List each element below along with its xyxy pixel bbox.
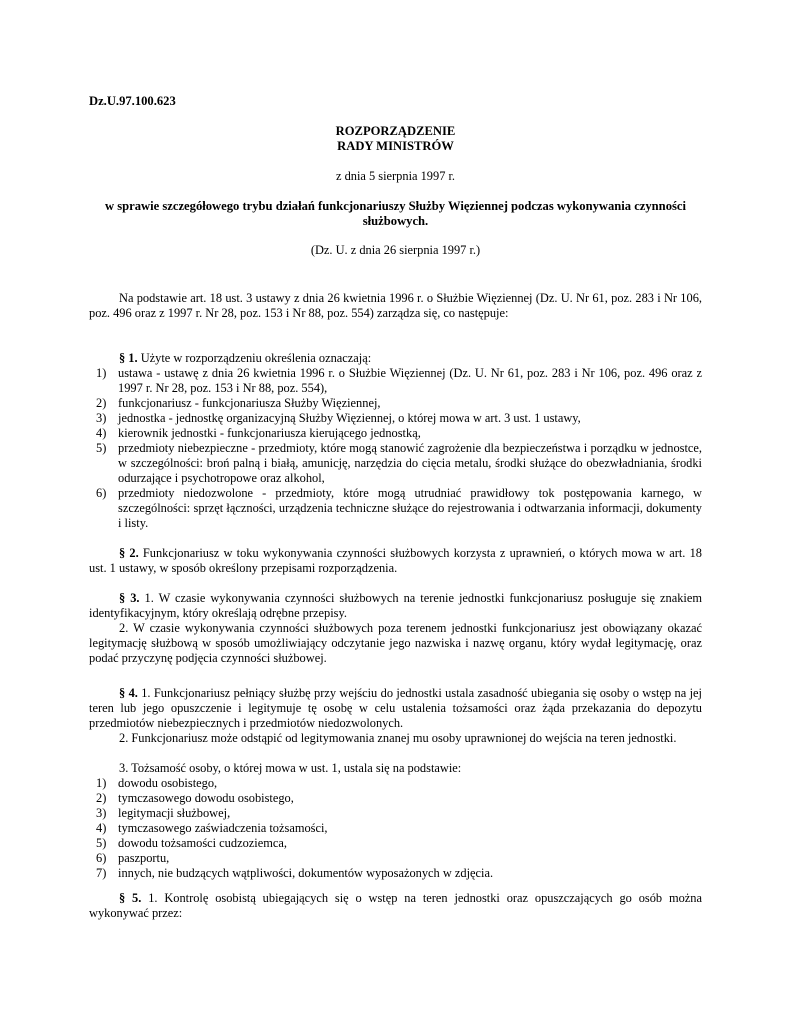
document-id: Dz.U.97.100.623: [89, 94, 176, 108]
list-item-text: jednostka - jednostkę organizacyjną Służby Więziennej, o której mowa w art. 3 ust. 1 ustawy,: [118, 411, 581, 425]
list-item: [89, 441, 702, 486]
list-item-text: ustawa - ustawę z dnia 26 kwietnia 1996 r. o Służbie Więziennej (Dz. U. Nr 61, poz. 283 i Nr 106, poz. 496 oraz z 1997 r. Nr 28, poz. 153 i Nr 88, poz. 554),: [118, 366, 702, 395]
list-item-number: 1): [96, 776, 107, 790]
list-item-text: przedmioty niebezpieczne - przedmioty, które mogą stanowić zagrożenie dla bezpieczeństwa i porządku w jednostce, w szczególności: broń palną i białą, amunicję, narzędzia do cięcia metalu, środki służące do obezwładniania, środki odurzające i psychotropowe oraz alkohol,: [118, 441, 702, 485]
section-5-mark: § 5.: [119, 891, 142, 905]
list-item-text: przedmioty niedozwolone - przedmioty, które mogą utrudniać prawidłowy tok postępowania karnego, w szczególności: sprzęt łączności, urządzenia techniczne służące do rejestrowania i odtwarzania informacji, dokumenty i listy.: [118, 486, 702, 530]
section-5-paragraph-1: [89, 891, 702, 921]
section-3-paragraph-1: [89, 591, 702, 621]
list-item-text: paszportu,: [118, 851, 170, 865]
list-item-text: kierownik jednostki - funkcjonariusza kierującego jednostką,: [118, 426, 421, 440]
list-item-number: 6): [96, 851, 107, 865]
publication-note: (Dz. U. z dnia 26 sierpnia 1997 r.): [310, 243, 481, 257]
list-item: [89, 806, 702, 821]
list-item: [89, 821, 702, 836]
list-item: [89, 866, 702, 881]
document-subject: w sprawie szczegółowego trybu działań funkcjonariuszy Służby Więziennej podczas wykonywania czynności służbowych.: [105, 199, 686, 228]
list-item-text: funkcjonariusz - funkcjonariusza Służby Więziennej,: [118, 396, 381, 410]
section-4-p1-text: 1. Funkcjonariusz pełniący służbę przy wejściu do jednostki ustala zasadność ubiegania się osoby o wstęp na jej teren lub jego opuszczenie i legitymuje tę osobę w celu ustalenia tożsamości oraz żąda przekazania do depozytu przedmiotów niebezpiecznych i przedmiotów niedozwolonych.: [89, 686, 702, 730]
list-item-text: tymczasowego zaświadczenia tożsamości,: [118, 821, 328, 835]
list-item-number: 5): [96, 441, 107, 455]
list-item-number: 3): [96, 806, 107, 820]
list-item-text: tymczasowego dowodu osobistego,: [118, 791, 294, 805]
list-item-number: 2): [96, 791, 107, 805]
list-item: [89, 486, 702, 531]
list-item: [89, 366, 702, 396]
list-item-number: 4): [96, 426, 107, 440]
list-item-number: 6): [96, 486, 107, 500]
list-item-number: 2): [96, 396, 107, 410]
list-item: [89, 791, 702, 806]
section-1-definitions: [89, 366, 702, 531]
list-item-number: 7): [96, 866, 107, 880]
list-item-number: 1): [96, 366, 107, 380]
section-2: [89, 546, 702, 576]
list-item-text: dowodu osobistego,: [118, 776, 218, 790]
list-item: [89, 411, 702, 426]
list-item: [89, 776, 702, 791]
section-4-paragraph-3: 3. Tożsamość osoby, o której mowa w ust. 1, ustala się na podstawie:: [119, 761, 462, 775]
section-4-mark: § 4.: [119, 686, 138, 700]
section-4-paragraph-1: [89, 686, 702, 731]
list-item: [89, 836, 702, 851]
preamble: Na podstawie art. 18 ust. 3 ustawy z dnia 26 kwietnia 1996 r. o Służbie Więziennej (Dz. U. Nr 61, poz. 283 i Nr 106, poz. 496 oraz z 1997 r. Nr 28, poz. 153 i Nr 88, poz. 554) zarządza się, co następuje:: [89, 291, 702, 320]
list-item: [89, 426, 702, 441]
list-item-text: dowodu tożsamości cudzoziemca,: [118, 836, 287, 850]
section-2-mark: § 2.: [119, 546, 139, 560]
section-2-text: Funkcjonariusz w toku wykonywania czynności służbowych korzysta z uprawnień, o których mowa w art. 18 ust. 1 ustawy, w sposób określony przepisami rozporządzenia.: [89, 546, 702, 575]
title-line-1: ROZPORZĄDZENIE: [335, 124, 456, 138]
section-4-paragraph-2: 2. Funkcjonariusz może odstąpić od legitymowania znanej mu osoby uprawnionej do wejścia na teren jednostki.: [119, 731, 677, 745]
issue-date: z dnia 5 sierpnia 1997 r.: [335, 169, 456, 183]
section-3-mark: § 3.: [119, 591, 140, 605]
section-1-intro: [89, 351, 702, 366]
section-1-intro-text: Użyte w rozporządzeniu określenia oznaczają:: [137, 351, 372, 365]
list-item: [89, 396, 702, 411]
section-1-mark: § 1.: [119, 351, 138, 365]
list-item: [89, 851, 702, 866]
section-5-p1-text: 1. Kontrolę osobistą ubiegających się o wstęp na teren jednostki oraz opuszczających go osób można wykonywać przez:: [89, 891, 702, 920]
section-4-document-list: [89, 776, 702, 881]
list-item-text: innych, nie budzących wątpliwości, dokumentów wyposażonych w zdjęcia.: [118, 866, 494, 880]
list-item-number: 4): [96, 821, 107, 835]
list-item-text: legitymacji służbowej,: [118, 806, 231, 820]
list-item-number: 5): [96, 836, 107, 850]
list-item-number: 3): [96, 411, 107, 425]
section-3-p1-text: 1. W czasie wykonywania czynności służbowych na terenie jednostki funkcjonariusz posługuje się znakiem identyfikacyjnym, który określają odrębne przepisy.: [89, 591, 702, 620]
section-3-paragraph-2: 2. W czasie wykonywania czynności służbowych poza terenem jednostki funkcjonariusz jest obowiązany okazać legitymację służbową w sposób umożliwiający odczytanie jego nazwiska i nazwę organu, który wydał legitymację, oraz podać przyczynę podjęcia czynności służbowej.: [89, 621, 702, 665]
title-line-2: RADY MINISTRÓW: [337, 139, 454, 153]
